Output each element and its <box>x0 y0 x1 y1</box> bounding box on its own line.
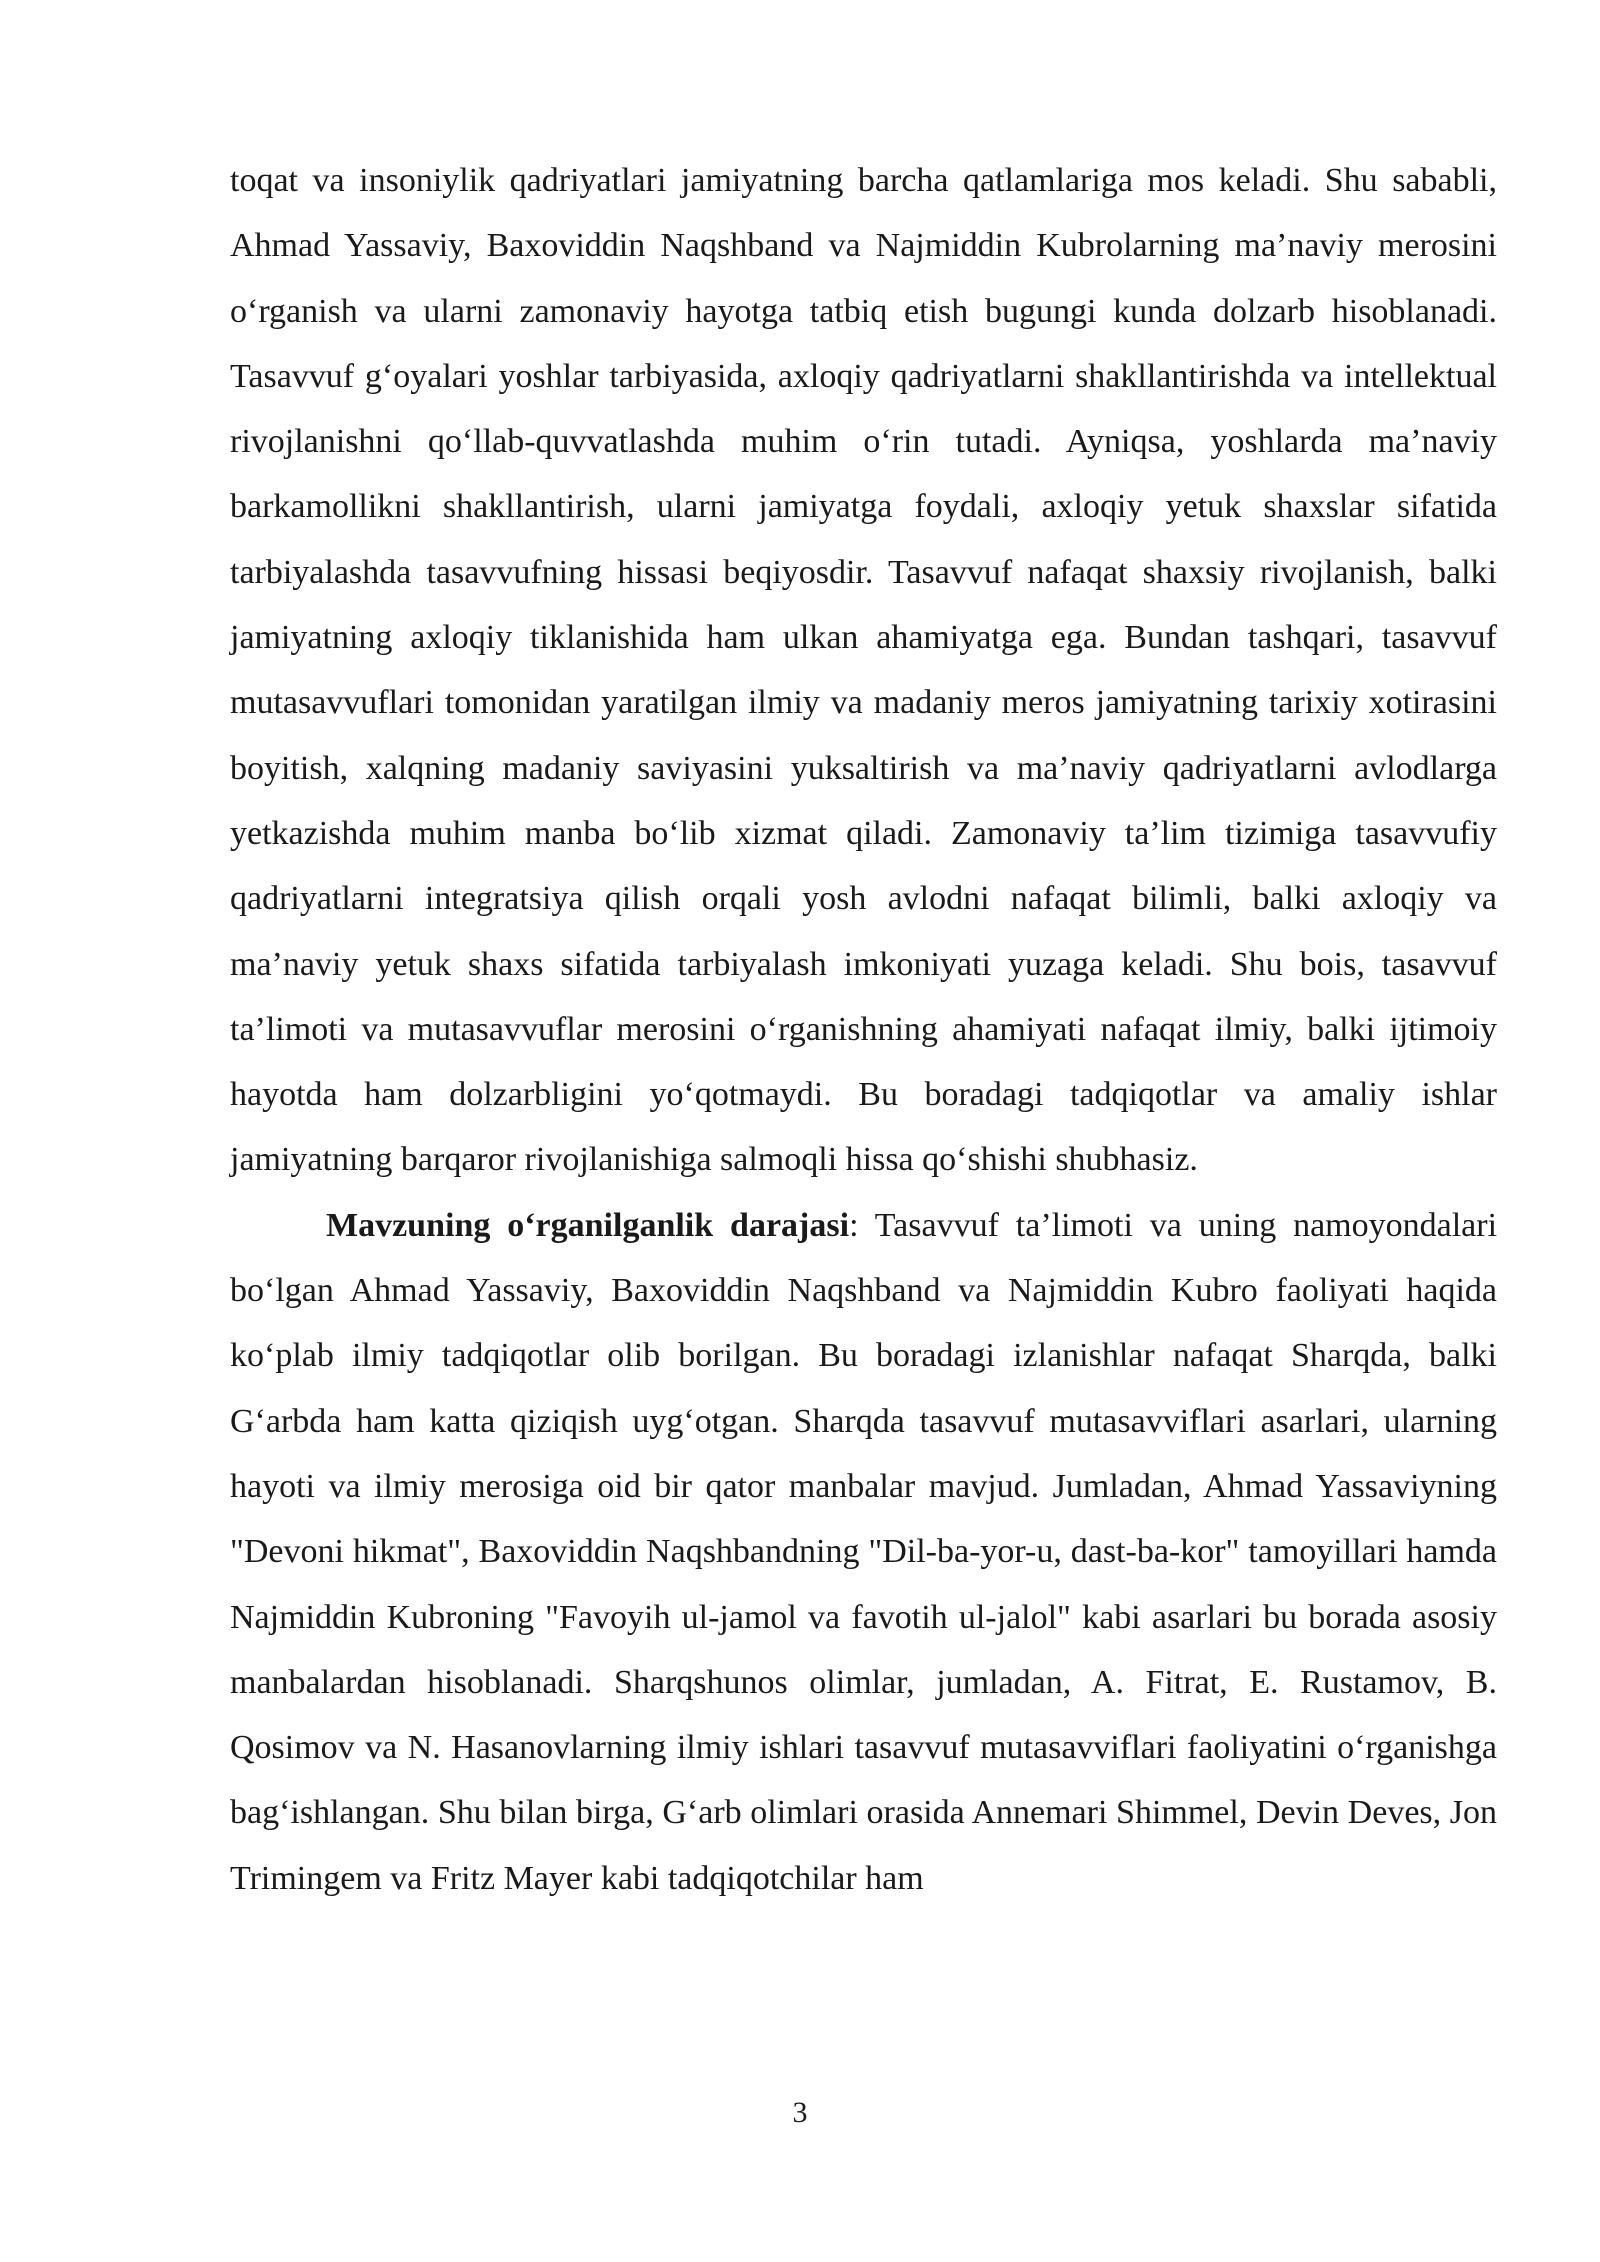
paragraph-study-level-text: Tasavvuf ta’limoti va uning namoyondalari bo‘lgan Ahmad Yassaviy, Baxoviddin Naqshband va Najmiddin Kubro faoliyati haqida ko‘plab ilmiy tadqiqotlar olib borilgan. Bu boradagi izlanishlar nafaqat Sharqda, balki G‘arbda ham katta qiziqish uyg‘otgan. Sharqda tasavvuf mutasavviflari asarlari, ularning hayoti va ilmiy merosiga oid bir qator manbalar mavjud. Jumladan, Ahmad Yassaviyning "Devoni hikmat", Baxoviddin Naqshbandning "Dil-ba-yor-u, dast-ba-kor" tamoyillari hamda Najmiddin Kubroning "Favoyih ul-jamol va favotih ul-jalol" kabi asarlari bu borada asosiy manbalardan hisoblanadi. Sharqshunos olimlar, jumladan, A. Fitrat, E. Rustamov, B. Qosimov va N. Hasanovlarning ilmiy ishlari tasavvuf mutasavviflari faoliyatini o‘rganishga bag‘ishlangan. Shu bilan birga, G‘arb olimlari orasida Annemari Shimmel, Devin Deves, Jon Trimingem va Fritz Mayer kabi tadqiqotchilar ham <box>230 1206 1498 1897</box>
page-body <box>230 148 1497 1911</box>
paragraph-study-level <box>230 1193 1497 1911</box>
page-number: 3 <box>792 2096 808 2129</box>
section-heading-study-level: Mavzuning o‘rganilganlik darajasi <box>326 1206 850 1244</box>
heading-separator: : <box>849 1206 859 1244</box>
paragraph-intro: toqat va insoniylik qadriyatlari jamiyatning barcha qatlamlariga mos keladi. Shu sababli, Ahmad Yassaviy, Baxoviddin Naqshband va Najmiddin Kubrolarning ma’naviy merosini o‘rganish va ularni zamonaviy hayotga tatbiq etish bugungi kunda dolzarb hisoblanadi. Tasavvuf g‘oyalari yoshlar tarbiyasida, axloqiy qadriyatlarni shakllantirishda va intellektual rivojlanishni qo‘llab-quvvatlashda muhim o‘rin tutadi. Ayniqsa, yoshlarda ma’naviy barkamollikni shakllantirish, ularni jamiyatga foydali, axloqiy yetuk shaxslar sifatida tarbiyalashda tasavvufning hissasi beqiyosdir. Tasavvuf nafaqat shaxsiy rivojlanish, balki jamiyatning axloqiy tiklanishida ham ulkan ahamiyatga ega. Bundan tashqari, tasavvuf mutasavvuflari tomonidan yaratilgan ilmiy va madaniy meros jamiyatning tarixiy xotirasini boyitish, xalqning madaniy saviyasini yuksaltirish va ma’naviy qadriyatlarni avlodlarga yetkazishda muhim manba bo‘lib xizmat qiladi. Zamonaviy ta’lim tizimiga tasavvufiy qadriyatlarni integratsiya qilish orqali yosh avlodni nafaqat bilimli, balki axloqiy va ma’naviy yetuk shaxs sifatida tarbiyalash imkoniyati yuzaga keladi. Shu bois, tasavvuf ta’limoti va mutasavvuflar merosini o‘rganishning ahamiyati nafaqat ilmiy, balki ijtimoiy hayotda ham dolzarbligini yo‘qotmaydi. Bu boradagi tadqiqotlar va amaliy ishlar jamiyatning barqaror rivojlanishiga salmoqli hissa qo‘shishi shubhasiz. <box>230 162 1497 1179</box>
